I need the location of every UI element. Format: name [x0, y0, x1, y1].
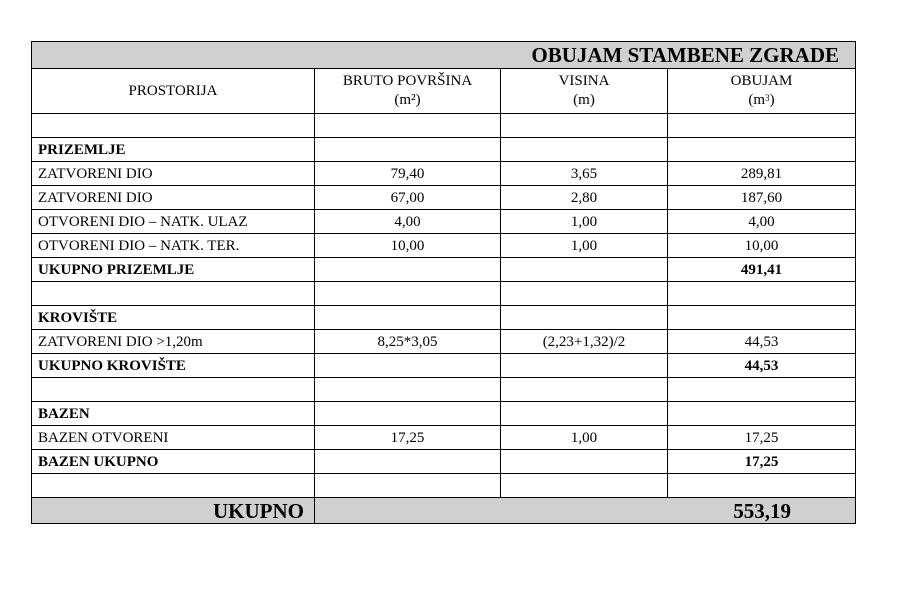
row-area: 4,00: [315, 210, 501, 234]
row-volume: 10,00: [668, 234, 856, 258]
empty-row: [32, 114, 856, 138]
section-row-kroviste: [32, 306, 856, 330]
header-bruto-povrsina-unit: (m²): [394, 92, 421, 108]
header-obujam-unit-sup: 3: [765, 93, 770, 103]
row-name: ZATVORENI DIO: [32, 162, 315, 186]
table-row: [32, 186, 856, 210]
row-height: 3,65: [501, 162, 668, 186]
header-obujam-unit: [748, 92, 774, 108]
grand-total-value: 553,19: [315, 498, 856, 524]
header-visina-label: VISINA: [558, 73, 610, 89]
header-obujam-label: OBUJAM: [730, 73, 793, 89]
row-area: 67,00: [315, 186, 501, 210]
row-area: 8,25*3,05: [315, 330, 501, 354]
subtotal-label-kroviste: UKUPNO KROVIŠTE: [32, 354, 315, 378]
table-title: OBUJAM STAMBENE ZGRADE: [32, 42, 856, 69]
row-volume: 17,25: [668, 426, 856, 450]
grand-total-row: [32, 498, 856, 524]
section-title-bazen: BAZEN: [32, 402, 315, 426]
header-visina-unit: (m): [573, 92, 595, 108]
row-name: OTVORENI DIO – NATK. TER.: [32, 234, 315, 258]
table-row: [32, 234, 856, 258]
row-volume: 187,60: [668, 186, 856, 210]
header-visina: [501, 69, 668, 114]
row-height: 1,00: [501, 426, 668, 450]
row-name: BAZEN OTVORENI: [32, 426, 315, 450]
subtotal-label-prizemlje: UKUPNO PRIZEMLJE: [32, 258, 315, 282]
section-title-prizemlje: PRIZEMLJE: [32, 138, 315, 162]
empty-row: [32, 474, 856, 498]
header-bruto-povrsina: [315, 69, 501, 114]
row-height: (2,23+1,32)/2: [501, 330, 668, 354]
row-volume: 4,00: [668, 210, 856, 234]
table-row: [32, 210, 856, 234]
empty-row: [32, 378, 856, 402]
header-bruto-povrsina-label: BRUTO POVRŠINA: [342, 73, 473, 89]
section-row-bazen: [32, 402, 856, 426]
volume-table: [31, 41, 856, 524]
table-row: [32, 330, 856, 354]
subtotal-row-kroviste: [32, 354, 856, 378]
volume-table-sheet: [31, 41, 855, 524]
header-obujam-unit-base: (m: [748, 92, 766, 108]
grand-total-label: UKUPNO: [32, 498, 315, 524]
row-area: 79,40: [315, 162, 501, 186]
header-obujam: [668, 69, 856, 114]
section-row-prizemlje: [32, 138, 856, 162]
section-title-kroviste: KROVIŠTE: [32, 306, 315, 330]
row-name: ZATVORENI DIO >1,20m: [32, 330, 315, 354]
row-volume: 289,81: [668, 162, 856, 186]
subtotal-value-prizemlje: 491,41: [668, 258, 856, 282]
subtotal-row-bazen: [32, 450, 856, 474]
subtotal-value-bazen: 17,25: [668, 450, 856, 474]
table-row: [32, 162, 856, 186]
subtotal-value-kroviste: 44,53: [668, 354, 856, 378]
row-height: 1,00: [501, 210, 668, 234]
row-area: 10,00: [315, 234, 501, 258]
row-name: ZATVORENI DIO: [32, 186, 315, 210]
row-height: 1,00: [501, 234, 668, 258]
table-row: [32, 426, 856, 450]
table-title-row: [32, 42, 856, 69]
row-area: 17,25: [315, 426, 501, 450]
subtotal-row-prizemlje: [32, 258, 856, 282]
row-height: 2,80: [501, 186, 668, 210]
row-name: OTVORENI DIO – NATK. ULAZ: [32, 210, 315, 234]
header-obujam-unit-end: ): [769, 92, 775, 108]
empty-row: [32, 282, 856, 306]
header-row: [32, 69, 856, 114]
row-volume: 44,53: [668, 330, 856, 354]
subtotal-label-bazen: BAZEN UKUPNO: [32, 450, 315, 474]
header-prostorija: PROSTORIJA: [32, 69, 315, 114]
